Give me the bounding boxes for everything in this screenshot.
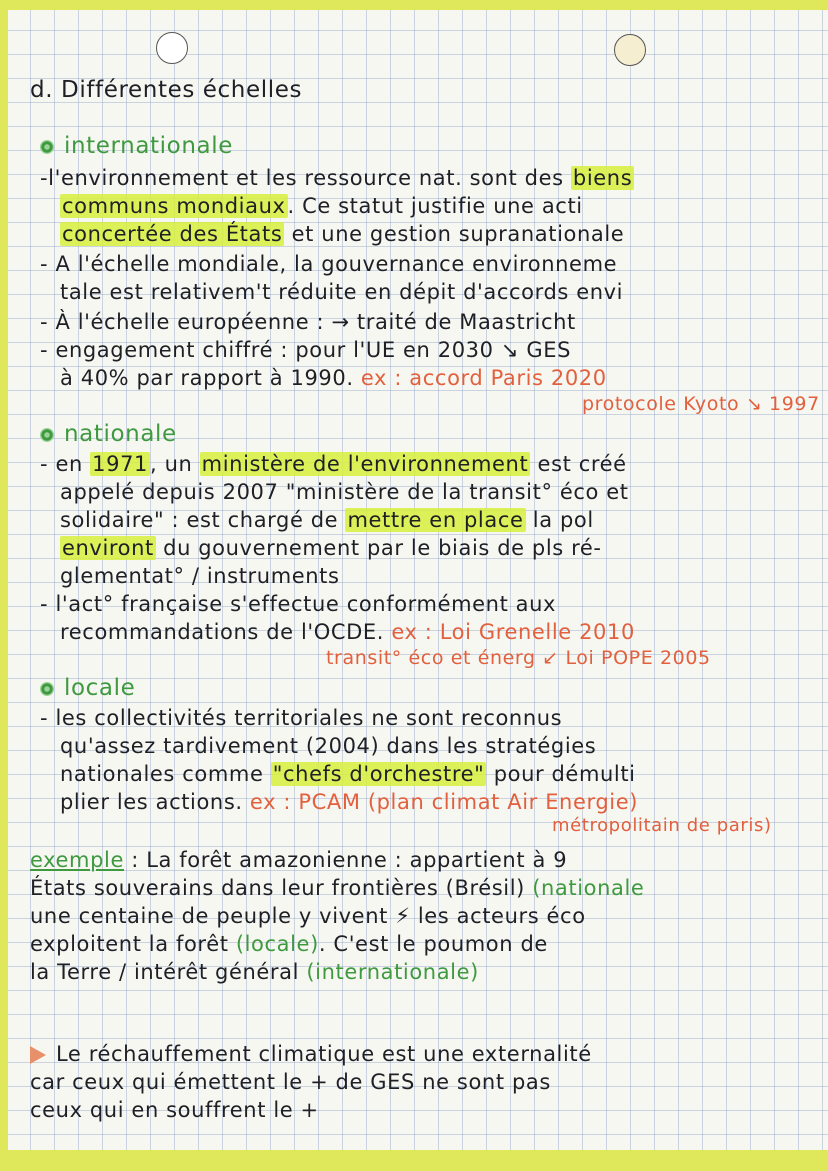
text-segment: - en <box>40 452 91 476</box>
intl-line-8 <box>60 364 607 392</box>
example-line-2 <box>30 874 644 902</box>
example-label: exemple <box>30 848 124 872</box>
circle-bullet-icon <box>40 140 54 154</box>
national-heading <box>40 420 177 448</box>
page-edge-bottom <box>0 1150 828 1171</box>
highlight: 1971 <box>92 452 149 476</box>
highlight: mettre en place <box>347 508 524 532</box>
page-edge-left <box>0 0 8 1171</box>
text-segment: et une gestion supranationale <box>284 222 625 246</box>
text-segment: exploitent la forêt <box>30 932 236 956</box>
nat-line-8: transit° éco et énerg ↙ Loi POPE 2005 <box>326 647 711 669</box>
intl-line-2 <box>60 192 583 220</box>
section-title: d. Différentes échelles <box>30 77 303 103</box>
example-note: ex : Loi Grenelle 2010 <box>384 620 635 644</box>
highlight: ministère de l'environnement <box>201 452 529 476</box>
intl-line-3 <box>60 220 624 248</box>
text-segment: à 40% par rapport à 1990. <box>60 366 354 390</box>
text-segment: États souverains dans leur frontières (Brésil) <box>30 876 533 900</box>
text-segment: -l'environnement et les ressource nat. sont des <box>40 166 571 190</box>
national-heading-text: nationale <box>64 421 177 447</box>
international-heading-text: internationale <box>64 133 233 159</box>
text-segment: solidaire" : est chargé de <box>60 508 346 532</box>
text-segment: la pol <box>525 508 594 532</box>
intl-line-4: - A l'échelle mondiale, la gouvernance environneme <box>40 252 618 276</box>
text-segment: , un <box>150 452 200 476</box>
intl-line-9: protocole Kyoto ↘ 1997 <box>582 393 820 415</box>
text-segment: du gouvernement par le biais de pls ré- <box>155 536 602 560</box>
nat-line-1 <box>40 450 627 478</box>
arrow-bullet-icon <box>30 1046 46 1064</box>
nat-line-2: appelé depuis 2007 "ministère de la transit° éco et <box>60 480 629 504</box>
nat-line-5: glementat° / instruments <box>60 564 340 588</box>
scale-note: (locale) <box>235 932 319 956</box>
example-line-1 <box>30 846 567 874</box>
intl-line-6: - À l'échelle européenne : → traité de Maastricht <box>40 310 576 334</box>
example-line-4 <box>30 930 548 958</box>
conclusion-line-1 <box>30 1040 592 1068</box>
text-segment: est créé <box>530 452 627 476</box>
local-heading-text: locale <box>64 675 136 701</box>
circle-bullet-icon <box>40 682 54 696</box>
highlight: "chefs d'orchestre" <box>272 762 485 786</box>
local-heading <box>40 674 135 702</box>
highlight: concertée des États <box>62 222 283 246</box>
intl-line-7: - engagement chiffré : pour l'UE en 2030 ↘ GES <box>40 338 572 362</box>
international-heading <box>40 132 233 160</box>
nat-line-4 <box>60 534 602 562</box>
text-segment: . C'est le poumon de <box>318 932 548 956</box>
local-line-3 <box>60 760 636 788</box>
text-segment: la Terre / intérêt général <box>30 960 307 984</box>
circle-bullet-icon <box>40 428 54 442</box>
text-segment: pour démulti <box>486 762 636 786</box>
text-segment: Le réchauffement climatique est une externalité <box>56 1042 592 1066</box>
scale-note: (internationale) <box>306 960 479 984</box>
nat-line-6: - l'act° française s'effectue conformément aux <box>40 592 557 616</box>
intl-line-1 <box>40 164 634 192</box>
example-line-3: une centaine de peuple y vivent ⚡ les acteurs éco <box>30 904 586 928</box>
local-line-1: - les collectivités territoriales ne sont reconnus <box>40 706 563 730</box>
punch-hole-left <box>156 32 188 64</box>
nat-line-7 <box>60 618 635 646</box>
example-line-5 <box>30 958 479 986</box>
punch-hole-right <box>614 34 646 66</box>
local-line-2: qu'assez tardivement (2004) dans les stratégies <box>60 734 597 758</box>
scale-note: (nationale <box>532 876 645 900</box>
example-note: ex : accord Paris 2020 <box>353 366 607 390</box>
text-segment: recommandations de l'OCDE. <box>60 620 385 644</box>
nat-line-3 <box>60 506 594 534</box>
highlight: communs mondiaux <box>62 194 286 218</box>
local-line-5: métropolitain de paris) <box>552 815 772 836</box>
intl-line-5: tale est relativem't réduite en dépit d'accords envi <box>60 280 624 304</box>
page-edge-top <box>0 0 828 10</box>
example-note: ex : PCAM (plan climat Air Energie) <box>242 790 639 814</box>
highlight: environt <box>62 536 154 560</box>
conclusion-line-3: ceux qui en souffrent le + <box>30 1098 319 1122</box>
text-segment: nationales comme <box>60 762 271 786</box>
text-segment: : La forêt amazonienne : appartient à 9 <box>124 848 568 872</box>
text-segment: . Ce statut justifie une acti <box>287 194 583 218</box>
conclusion-line-2: car ceux qui émettent le + de GES ne sont pas <box>30 1070 551 1094</box>
highlight: biens <box>572 166 633 190</box>
text-segment: plier les actions. <box>60 790 243 814</box>
